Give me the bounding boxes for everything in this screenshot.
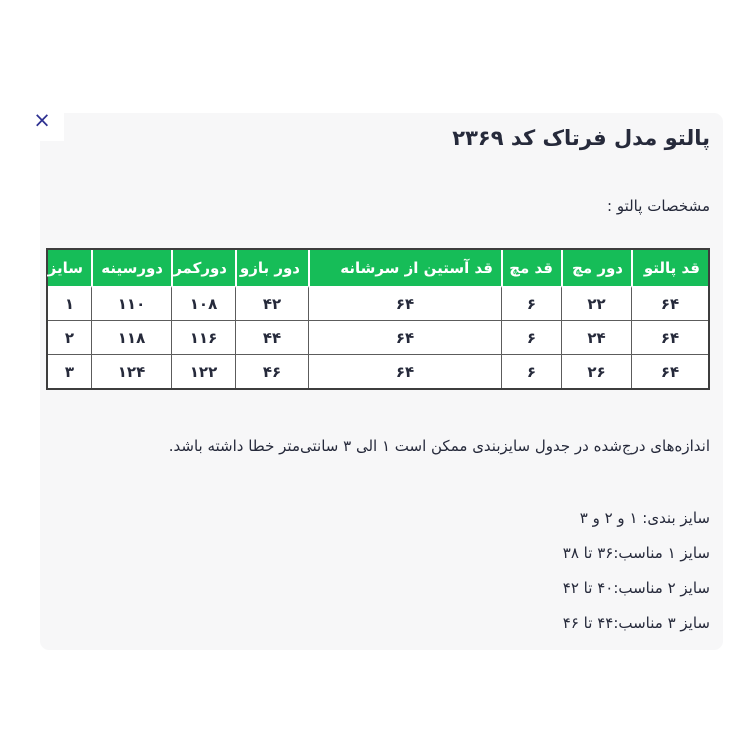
table-cell: ۳ <box>48 354 91 388</box>
column-header: قد مچ <box>501 250 561 286</box>
modal-title: پالتو مدل فرتاک کد ۲۳۶۹ <box>452 126 710 150</box>
sizing-line: سایز ۱ مناسب:۳۶ تا ۳۸ <box>562 544 710 562</box>
size-guide-modal <box>40 113 723 650</box>
table-cell: ۲ <box>48 320 91 354</box>
tolerance-note: اندازه‌های درج‌شده در جدول سایزبندی ممکن است ۱ الی ۳ سانتی‌متر خطا داشته باشد. <box>168 437 710 455</box>
sizing-line: سایز ۳ مناسب:۴۴ تا ۴۶ <box>562 614 710 632</box>
table-cell: ۱ <box>48 286 91 320</box>
table-row <box>48 354 708 388</box>
sizing-line: سایز بندی: ۱ و ۲ و ۳ <box>579 509 710 527</box>
table-cell: ۱۱۸ <box>91 320 171 354</box>
table-cell: ۶۴ <box>631 320 708 354</box>
table-cell: ۶۴ <box>308 286 501 320</box>
table-cell: ۲۲ <box>561 286 631 320</box>
column-header: قد پالتو <box>631 250 708 286</box>
column-header: دور مچ <box>561 250 631 286</box>
table-cell: ۶ <box>501 286 561 320</box>
table-cell: ۱۲۲ <box>171 354 235 388</box>
table-cell: ۴۲ <box>235 286 308 320</box>
table-cell: ۱۲۴ <box>91 354 171 388</box>
table-row <box>48 320 708 354</box>
table-cell: ۱۱۰ <box>91 286 171 320</box>
table-cell: ۴۶ <box>235 354 308 388</box>
close-icon: × <box>33 108 51 132</box>
table-cell: ۲۶ <box>561 354 631 388</box>
table-row <box>48 286 708 320</box>
table-cell: ۲۴ <box>561 320 631 354</box>
table-cell: ۶۴ <box>631 354 708 388</box>
spec-label: مشخصات پالتو : <box>607 197 710 215</box>
column-header: دورکمر <box>171 250 235 286</box>
table-cell: ۶۴ <box>308 354 501 388</box>
table-cell: ۶ <box>501 320 561 354</box>
table-cell: ۴۴ <box>235 320 308 354</box>
sizing-info <box>563 508 710 634</box>
table-cell: ۶۴ <box>631 286 708 320</box>
close-button[interactable] <box>20 100 64 141</box>
column-header: دور بازو <box>235 250 308 286</box>
size-table <box>46 248 710 390</box>
column-header: قد آستین از سرشانه <box>308 250 501 286</box>
sizing-line: سایز ۲ مناسب:۴۰ تا ۴۲ <box>562 579 710 597</box>
table-header-row <box>48 250 708 286</box>
column-header: سایز <box>48 250 91 286</box>
table-cell: ۱۱۶ <box>171 320 235 354</box>
table-cell: ۶۴ <box>308 320 501 354</box>
table-cell: ۶ <box>501 354 561 388</box>
column-header: دورسینه <box>91 250 171 286</box>
table-cell: ۱۰۸ <box>171 286 235 320</box>
